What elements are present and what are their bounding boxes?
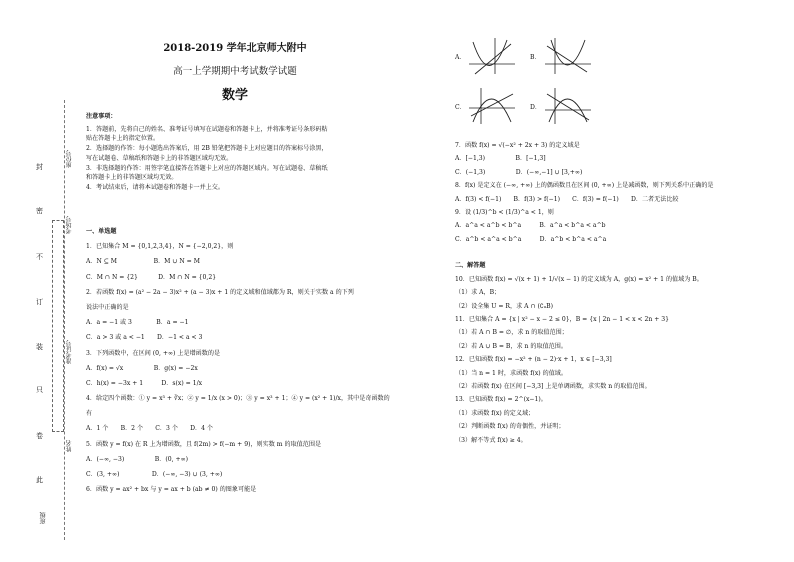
note-line: 和答题卡上的非答题区域均无效。 [86, 174, 178, 182]
seal-char-5: 装 [36, 343, 43, 351]
question-line: A．(−∞, −3) B．(0, +∞) [86, 455, 189, 463]
graph-b-figure [543, 36, 593, 76]
question-line: （1）求函数 f(x) 的定义域； [455, 409, 535, 417]
question-line: C．M ∩ N = {2} D．M ∩ N = {0,2} [86, 273, 217, 281]
question-line: （1）当 n = 1 时，求函数 f(x) 的值域。 [455, 369, 567, 377]
notes-title: 注意事项： [86, 113, 117, 120]
field-exam-room: 考场号 [66, 216, 73, 234]
question-line: C．h(x) = −3x + 1 D．s(x) = 1/x [86, 379, 203, 387]
school-title: 2018-2019 学年北京师大附中 [163, 43, 307, 54]
question-line: 12．已知函数 f(x) = −x² + (n − 2)·x + 1，x ∈ [−3,3] [455, 356, 612, 364]
question-line: （2）设全集 U = R，求 A ∩ (∁ᵤB) [455, 302, 554, 310]
question-line: 11．已知集合 A = {x | x² − x − 2 ≤ 0}，B = {x | 2n − 1 < x < 2n + 3} [455, 315, 670, 323]
graph-label-d: D． [530, 104, 541, 111]
graph-d-figure [543, 86, 593, 126]
field-name: 姓名 [66, 440, 73, 452]
graph-c-figure [467, 86, 517, 126]
question-line: A．a = −1 或 3 B．a = −1 [86, 319, 189, 327]
question-line: 6．函数 y = ax² + bx 与 y = ax + b (ab ≠ 0) 的图象可能是 [86, 486, 257, 494]
seal-char-1: 封 [36, 163, 43, 171]
note-line: 贴在答题卡上的指定位置。 [86, 135, 160, 143]
question-line: （1）求 A，B； [455, 289, 501, 297]
question-line: （2）判断函数 f(x) 的奇偶性，并证明； [455, 423, 565, 431]
graph-label-a: A． [455, 54, 466, 61]
question-line: （2）若 A ∪ B = B，求 n 的取值范围。 [455, 342, 567, 350]
question-line: （3）解不等式 f(x) ≥ 4。 [455, 436, 527, 444]
question-line: C．a^b < a^a < b^a D．a^b < b^a < a^a [455, 235, 607, 243]
question-line: A．f(x) = √x B．g(x) = −2x [86, 364, 198, 372]
field-class: 班级 [40, 512, 47, 524]
question-line: 13．已知函数 f(x) = 2^(x−1)。 [455, 396, 547, 404]
seal-char-3: 不 [36, 253, 43, 261]
question-line: 二、解答题 [455, 262, 486, 270]
subject-title: 数学 [221, 88, 248, 103]
question-line: 说法中正确的是 [86, 303, 129, 311]
notes-list [86, 125, 446, 193]
right-question-column [455, 142, 790, 450]
question-line: 10．已知函数 f(x) = √(x + 1) + 1/√(x − 1) 的定义域为 A，g(x) = x² + 1 的值域为 B。 [455, 275, 703, 283]
exam-title: 高一上学期期中考试数学试题 [173, 66, 297, 77]
note-line: 1．答题前，先将自己的姓名、准考证号填写在试题卷和答题卡上，并将准考证号条形码粘 [86, 125, 328, 133]
question-line: 1．已知集合 M = {0,1,2,3,4}，N = {−2,0,2}，则 [86, 243, 234, 251]
field-seat-number: 座位号 [66, 150, 73, 168]
question-line: 有 [86, 410, 93, 418]
field-ticket-number: 准考证号 [66, 340, 73, 364]
question-line: A．N ⊆ M B．M ∪ N = M [86, 258, 200, 266]
question-line: A．[−1,3) B．[−1,3] [455, 155, 546, 163]
question-line: A．1 个 B．2 个 C．3 个 D．4 个 [86, 425, 213, 433]
graph-label-c: C． [455, 104, 466, 111]
left-question-column [86, 229, 446, 502]
note-line: 4．考试结束后，请将本试题卷和答题卡一并上交。 [86, 184, 224, 192]
question-line: 4．给定四个函数：① y = x³ + ∛x；② y = 1/x (x > 0)；③ y = x³ + 1；④ y = (x² + 1)/x，其中是奇函数的 [86, 395, 390, 403]
question-line: A．f(3) < f(−1) B．f(3) > f(−1) C．f(3) = f(−1) D．二者无法比较 [455, 195, 679, 203]
seal-char-4: 订 [36, 298, 43, 306]
question-line: 一、单选题 [86, 228, 117, 235]
question-line: 8．f(x) 是定义在 (−∞, +∞) 上的偶函数且在区间 (0, +∞) 上是减函数，则下列关系中正确的是 [455, 182, 714, 190]
seal-char-8: 此 [36, 476, 43, 484]
question-line: A．a^a < a^b < b^a B．a^a < b^a < a^b [455, 222, 606, 230]
question-line: 3．下列函数中，在区间 (0, +∞) 上是增函数的是 [86, 349, 221, 357]
question-line [455, 249, 790, 256]
question-line: 5．函数 y = f(x) 在 R 上为增函数，且 f(2m) > f(−m + 9)，则实数 m 的取值范围是 [86, 440, 322, 448]
note-line: 3．非选择题的作答：用签字笔直接答在答题卡上对应的答题区域内。写在试题卷、草稿纸 [86, 164, 328, 172]
seal-char-6: 只 [36, 386, 43, 394]
q6-option-graphs [455, 34, 605, 129]
graph-a-figure [467, 36, 517, 76]
question-line: （1）若 A ∩ B = ∅，求 n 的取值范围； [455, 329, 568, 337]
note-line: 写在试题卷、草稿纸和答题卡上的非答题区域均无效。 [86, 154, 233, 162]
question-line: C．(3, +∞) D．(−∞, −3) ∪ (3, +∞) [86, 471, 223, 478]
note-line: 2．选择题的作答：每小题选出答案后，用 2B 铅笔把答题卡上对应题目的答案标号涂黑， [86, 145, 328, 153]
question-line: C．(−1,3) D．(−∞,−1] ∪ [3,+∞) [455, 168, 583, 176]
graph-label-b: B． [530, 54, 541, 61]
question-line: 7．函数 f(x) = √(−x² + 2x + 3) 的定义域是 [455, 142, 580, 149]
binding-margin [0, 0, 95, 562]
seal-char-2: 密 [36, 207, 43, 215]
question-line: 2．若函数 f(x) = (a² − 2a − 3)x² + (a − 3)x + 1 的定义域和值域都为 R，则关于实数 a 的下列 [86, 288, 354, 296]
ticket-stub-box [52, 220, 64, 432]
seal-char-7: 卷 [36, 432, 43, 440]
question-line: （2）若函数 f(x) 在区间 [−3,3] 上是单调函数，求实数 n 的取值范围。 [455, 383, 651, 390]
notes-block [86, 113, 446, 193]
question-line: 9．设 (1/3)^b < (1/3)^a < 1，则 [455, 209, 554, 217]
question-line: C．a > 3 或 a < −1 D．−1 < a < 3 [86, 334, 203, 342]
